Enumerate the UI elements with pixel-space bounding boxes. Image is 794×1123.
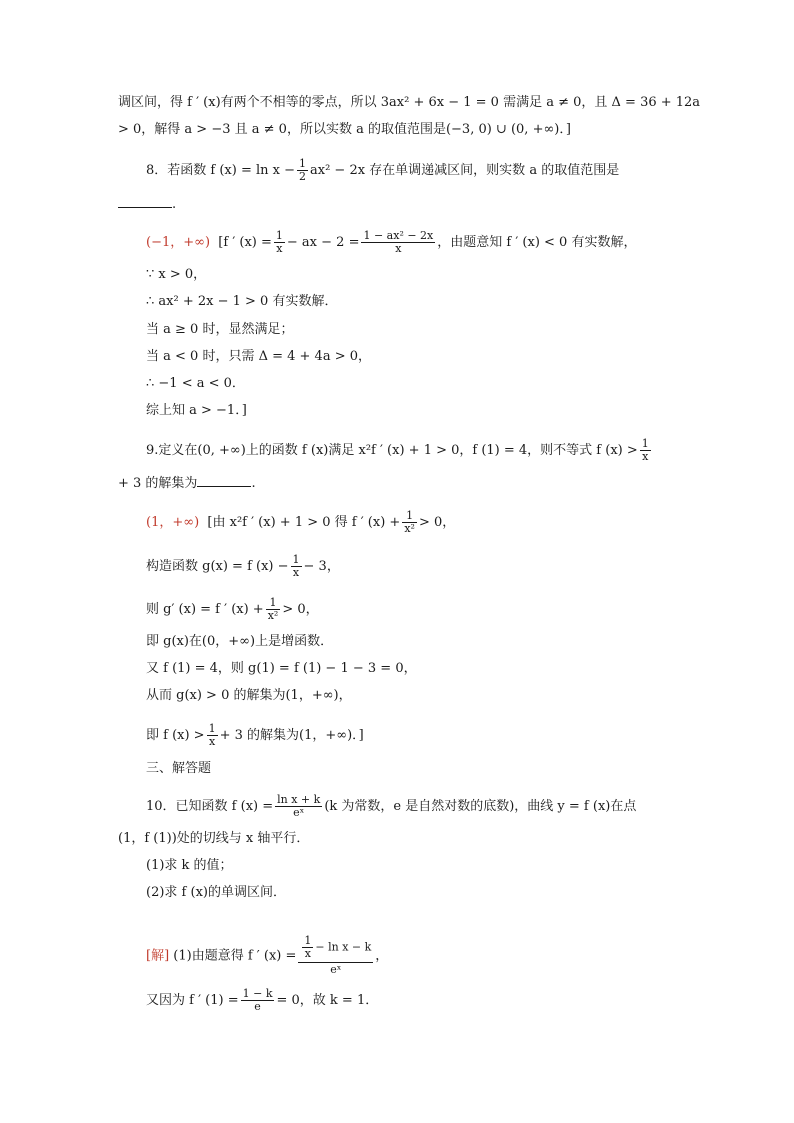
text-line: 又因为 f ′ (1) = $\frac{1 - k}{e}$ = 0，故 k = 1．	[146, 987, 379, 1013]
text-line: 构造函数 g(x) = f (x) − $\frac{1}{x}$ − 3，	[146, 553, 340, 579]
text-line: 则 g′ (x) = f ′ (x) + $\frac{1}{\text{x²}}$ > 0，	[146, 596, 319, 622]
text-line: 调区间，得 f ′ (x)有两个不相等的零点，所以 3ax² + 6x − 1 = 0 需满足 a ≠ 0，且 Δ = 36 + 12a	[118, 95, 701, 110]
solution-10: [解] (1)由题意得 f ′ (x) = $\frac{1}{x}$ − ln x − k eˣ ，	[146, 934, 389, 976]
text-line: (1，f (1))处的切线与 x 轴平行．	[118, 831, 310, 846]
problem-10: 10．已知函数 f (x) = $\frac{\text{ln x + k}}{\text{eˣ}}$ (k 为常数，e 是自然对数的底数)，曲线 y = f (x)在点	[146, 793, 637, 819]
answer-text: (1，+∞)	[146, 515, 200, 530]
fraction: $\frac{1}{x}$	[275, 229, 283, 255]
problem-9: 9.定义在(0, +∞)上的函数 f (x)满足 x²f ′ (x) + 1 > 0，f (1) = 4，则不等式 f (x) > $\frac{1}{x}$	[146, 437, 649, 463]
text-line: ∴ ax² + 2x − 1 > 0 有实数解．	[146, 294, 338, 309]
text-line: 综上知 a > −1．]	[146, 403, 247, 418]
text-line: 从而 g(x) > 0 的解集为(1，+∞)，	[146, 688, 352, 703]
problem-8: 8．若函数 f (x) = ln x − $\frac{1}{2}$ ax² − 2x 存在单调递减区间，则实数 a 的取值范围是	[146, 157, 620, 183]
fraction: $\frac{1}{2}$	[299, 157, 306, 183]
fraction: $\frac{1}{x}$	[208, 722, 216, 748]
text-line: ∴ −1 < a < 0．	[146, 376, 245, 391]
fraction: $\frac{\text{ln x + k}}{\text{eˣ}}$	[277, 793, 321, 819]
solution-8: (−1，+∞) [f ′ (x) = $\frac{1}{x}$ − ax − 2 = $\frac{\text{1 − ax² − 2x}}{x}$ ，由题意知 f ′ (x) < 0 有实数解，	[146, 229, 637, 255]
text-line: 当 a ≥ 0 时，显然满足；	[146, 322, 294, 337]
section-heading: 三、解答题	[146, 761, 212, 776]
fraction: $\frac{\text{1 − ax² − 2x}}{x}$	[363, 229, 434, 255]
solution-tag: [解]	[146, 948, 170, 964]
fraction: $\frac{1}{\text{x²}}$	[267, 596, 279, 622]
text-line: (1)求 k 的值；	[146, 858, 233, 873]
answer-blank	[118, 206, 172, 208]
fraction: $\frac{1}{\text{x²}}$	[404, 509, 415, 535]
answer-blank-line: .	[118, 196, 176, 214]
text-line: 即 f (x) > $\frac{1}{x}$ + 3 的解集为(1，+∞)．]	[146, 722, 364, 748]
text-line: 即 g(x)在(0，+∞)上是增函数．	[146, 634, 334, 649]
fraction: $\frac{1}{x}$	[292, 553, 300, 579]
text-line: ∵ x > 0，	[146, 267, 207, 282]
fraction: $\frac{1}{x}$	[641, 437, 649, 463]
fraction: $\frac{1}{x}$ − ln x − k eˣ	[298, 935, 373, 977]
text-line: 当 a < 0 时，只需 Δ = 4 + 4a > 0，	[146, 349, 371, 364]
answer-text: (−1，+∞)	[146, 235, 211, 250]
text-line: > 0，解得 a > −3 且 a ≠ 0，所以实数 a 的取值范围是(−3, 0) ∪ (0, +∞)．]	[118, 122, 571, 137]
answer-blank	[197, 485, 251, 487]
fraction: $\frac{1 - k}{e}$	[242, 987, 273, 1013]
answer-blank-line: + 3 的解集为 .	[118, 476, 256, 491]
fraction: $\frac{1}{x}$	[304, 934, 312, 960]
text-line: (2)求 f (x)的单调区间．	[146, 885, 286, 900]
text-line: 又 f (1) = 4，则 g(1) = f (1) − 1 − 3 = 0，	[146, 661, 417, 676]
solution-9: (1，+∞) [由 x²f ′ (x) + 1 > 0 得 f ′ (x) + $\frac{1}{\text{x²}}$ > 0，	[146, 509, 456, 535]
